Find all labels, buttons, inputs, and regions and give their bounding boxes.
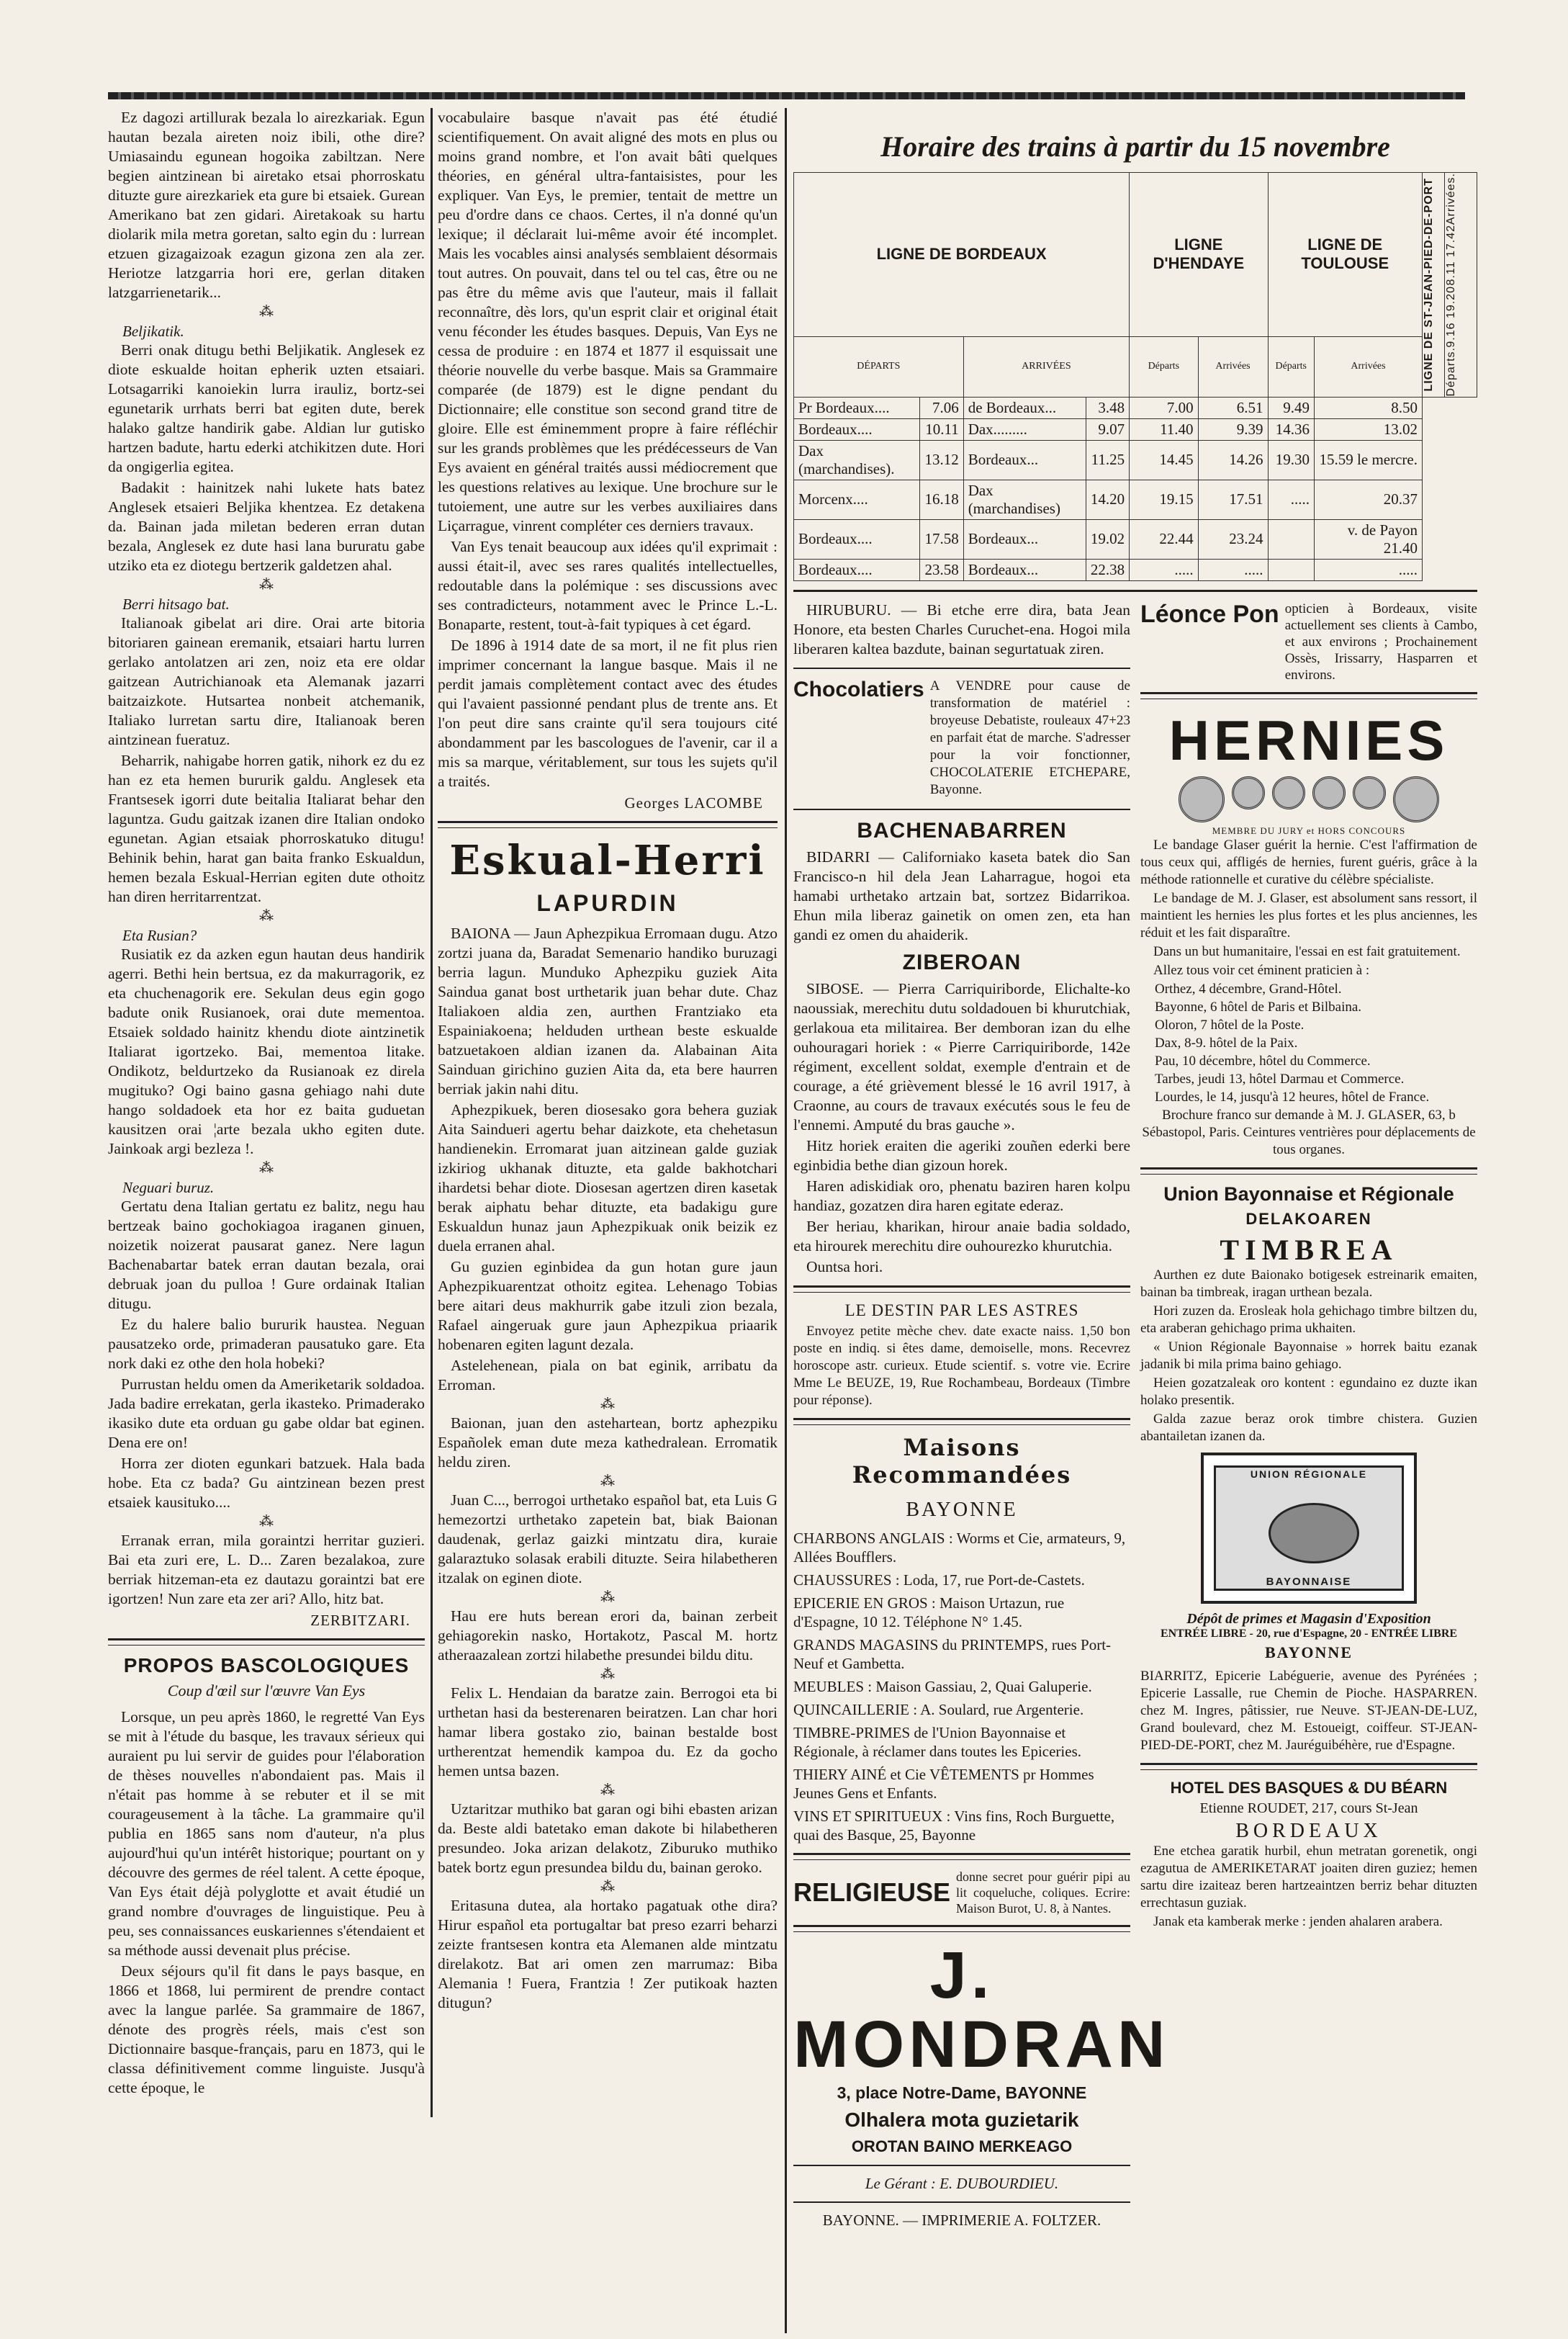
paragraph: SIBOSE. — Pierra Carriquiriborde, Elichalte-ko naoussiak, merechitu dutu soldadouen bi khurutchiak, gerlakoua eta militairea. Ber demboran izan du elhe ouhouragari horiek : « Pierre Carriquiriborde, 142e régiment, excellent soldat, exemple d'entrain et de courage, a été grièvement blessé le 16 avril 1917, à Craonne, au cours de travaux exécutés sous le feu de l'ennemi. Amputé du bras gauche ». [793,979,1130,1133]
asterism: ⁂ [259,1160,274,1176]
timetable-cell: ..... [1314,559,1422,580]
ad-title: RELIGIEUSE [793,1877,951,1907]
medal-icon [1179,776,1225,822]
medal-icon [1232,776,1265,809]
place-entry: Dax, 8-9. hôtel de la Paix. [1155,1035,1298,1051]
article-intro: Ez dagozi artillurak bezala lo airezkariak. Egun hautan bezala aireten noiz ibili, othe dire? Umiasaindu egunean hogoika zabiltzan. Nere begien aintzinean bi airetako etsai phorroskatu dituzte gure airezkariek eta gure bi etsaiek. Gurean Amerikano bat zen gidari. Airetakoak su hartu diolarik mila metra goretan, salto egin du : lurrean etzuen gizagaizoak ezagun gizona zen ala zer. Heriotze latzgarria hori ere, gerlan ditaken latzgarrienetarik... [108,109,425,301]
separator [793,1285,1130,1293]
shop-entry: GRANDS MAGASINS du PRINTEMPS, rues Port-Neuf et Gambetta. [793,1635,1112,1672]
shop-entry: CHARBONS ANGLAIS : Worms et Cie, armateurs, 9, Allées Boufflers. [793,1529,1126,1566]
ad-line: BORDEAUX [1235,1819,1382,1842]
timetable-cell: 8.50 [1314,397,1422,418]
paragraph: Deux séjours qu'il fit dans le pays basque, en 1866 et 1868, lui permirent de prendre contact avec la langue parlée. Sa grammaire de 1867, dénote des progrès réels, mais c'est son Dictionnaire basque-français, paru en 1873, qui le classa définitivement comme linguiste. Jusqu'à cette époque, le [108,1962,425,2096]
timetable-cell: Dax (marchandises) [963,480,1086,519]
ad-title: Léonce Pon [1140,600,1279,628]
side-arrivals: Arrivées. [1445,173,1457,225]
paragraph: Felix L. Hendaian da baratze zain. Berrogoi eta bi urthetan hasi da besterenaren beiratzen. Lan char hori hamar libera gostako zio, bainan bestalde bost urtherentzat hemendik kampoa du. Ez da gocho hemen untsa bazen. [438,1684,778,1779]
timetable-cell: Bordeaux.... [794,418,920,440]
ad-line: Dépôt de primes et Magasin d'Exposition [1186,1610,1431,1627]
imprimerie-line: BAYONNE. — IMPRIMERIE A. FOLTZER. [822,2211,1101,2229]
paragraph: Gu guzien eginbidea da gun hotan gure jaun Aphezpikuarentzat othoitz egitea. Lehenago Tobias bere aitari deus makhurrik gabe itzuli zion bezala, Rafael aingeruak gure jaun Aphezpikua priaarik hobenaren egiten lagunt dezala. [438,1258,778,1353]
timetable-header: LIGNE DE BORDEAUX [794,173,1130,337]
place-entry: Tarbes, jeudi 13, hôtel Darmau et Commerce. [1155,1071,1405,1087]
paragraph: Haren adiskidiak oro, phenatu baziren haren kolpu handiaz, gozatzen dira haren egitate ederaz. [793,1177,1130,1214]
paragraph: De 1896 à 1914 date de sa mort, il ne fit plus rien imprimer concernant la langue basque. Mais il ne perdit jamais complètement contact avec des études qui l'avaient passionné pendant plus de trente ans. Et l'on peut dire sans crainte qu'il sera toujours cité abondamment par les bascologues de l'avenir, car il a mis sa marque, véritablement, sur tous les sujets qu'il a traités. [438,637,778,790]
asterism: ⁂ [259,304,274,320]
shop-entry: EPICERIE EN GROS : Maison Urtazun, rue d'Espagne, 10 12. Téléphone N° 1.45. [793,1594,1065,1630]
ad-title: LE DESTIN PAR LES ASTRES [844,1301,1079,1319]
section-title: Beljikatik. [122,323,184,340]
medal-icon [1393,776,1439,822]
shell-icon [1269,1503,1359,1563]
timetable-cell: 9.07 [1086,418,1129,440]
col-header: Départs [1268,336,1314,397]
place-entry: Pau, 10 décembre, hôtel du Commerce. [1155,1053,1371,1069]
paragraph: Astelehenean, piala on bat eginik, arribatu da Erroman. [438,1357,778,1393]
separator [438,821,778,828]
directory-city: BAYONNE [906,1498,1018,1521]
timetable-cell: 19.15 [1130,480,1198,519]
timetable-cell: 19.02 [1086,519,1129,559]
timetable-cell: Bordeaux.... [794,519,920,559]
timetable-cell: 22.38 [1086,559,1129,580]
paragraph: « Union Régionale Bayonnaise » horrek baitu ezanak jadanik bi mila prima baino gehiago. [1140,1339,1477,1372]
timetable-cell: 11.40 [1130,418,1198,440]
separator [793,590,1477,592]
paragraph: BIARRITZ, Epicerie Labéguerie, avenue des Pyrénées ; Epicerie Lassalle, rue Chemin de Pioche. HASPARREN. chez M. Ingres, pâtissier, rue Neuve. ST-JEAN-DE-LUZ, Grand boulevard, chez M. Estoueigt, coiffeur. ST-JEAN-PIED-DE-PORT, chez M. Jauréguibéhère, rue d'Espagne. [1140,1668,1477,1753]
asterism: ⁂ [600,1473,615,1489]
paragraph: Aurthen ez dute Baionako botigesek estreinarik emaiten, bainan ba timbreak, iragan urthean bezala. [1140,1267,1477,1300]
timetable-cell: 22.44 [1130,519,1198,559]
timetable-cell: de Bordeaux... [963,397,1086,418]
timetable-cell: 11.25 [1086,440,1129,480]
paragraph: Lorsque, un peu après 1860, le regretté Van Eys se mit à l'étude du basque, les travaux sérieux qui auraient pu lui servir de guides pour l'élaboration de thèses nouvelles n'abondaient pas. Mais il n'était pas homme à se rebuter et il se mit courageusement à la tâche. La grammaire qu'il publia en 1865 sans nom d'auteur, n'a plus aujourd'hui qu'un intérêt historique; pourtant on y découvre des germes de réel talent. A cette époque, Van Eys était déjà polyglotte et avait étudié un grand nombre d'ouvrages de linguistique. Peu à peu, ses connaissances euskariennes s'étendaient et sa méthode aussi devenait plus précise. [108,1708,425,1959]
separator [1140,692,1477,699]
place-entry: Orthez, 4 décembre, Grand-Hôtel. [1155,981,1342,997]
paragraph: Uztaritzar muthiko bat garan ogi bihi ebasten arizan da. Beste aldi batetako eman dakote bi hilabetheren presundeo. Joka arizan delakotz, Ziburuko muthiko batek bortz egun presundea bildu du, bainan geroko. [438,1800,778,1876]
timetable-cell: 15.59 le mercre. [1314,440,1422,480]
timetable-row [794,559,1477,580]
asterism: ⁂ [600,1396,615,1412]
timetable-cell: 17.58 [920,519,963,559]
section-heading: PROPOS BASCOLOGIQUES [123,1654,410,1676]
separator [793,1418,1130,1425]
paragraph: Badakit : hainitzek nahi lukete hats batez Anglesek etsaieri Beljika khentzea. Ez detakena da. Bainan jada miletan bederen erran dutan bezala, Anglesek ez dute hasi lana bururatu gabe utziko eta ez diotegu bertzerik galdetzen ahal. [108,479,425,574]
shop-entry: CHAUSSURES : Loda, 17, rue Port-de-Castets. [793,1571,1085,1589]
separator [793,2165,1130,2166]
medal-icon [1353,776,1386,809]
signature: ZERBITZARI. [310,1612,410,1629]
separator [1140,1763,1477,1770]
ad-line: ENTRÉE LIBRE - 20, rue d'Espagne, 20 - ENTRÉE LIBRE [1160,1627,1458,1640]
col-header: ARRIVÉES [963,336,1129,397]
paragraph: Allez tous voir cet éminent praticien à : [1153,962,1370,978]
ad-body: donne secret pour guérir pipi au lit coqueluche, coliques. Ecrire: Maison Burot, U. 8, à Nantes. [956,1869,1130,1916]
timetable-header: LIGNE DE TOULOUSE [1268,173,1423,337]
directory-title: Maisons Recommandées [852,1433,1072,1489]
paragraph: Janak eta kamberak merke : jenden ahalaren arabera. [1153,1913,1443,1929]
timetable-header: LIGNE D'HENDAYE [1130,173,1268,337]
timetable-cell: Morcenx.... [794,480,920,519]
paragraph: Ber heriau, kharikan, hirour anaie badia soldado, eta hirourek merechitu dire ouhourezko khurutchia. [793,1217,1130,1254]
medals-row [1140,776,1477,822]
timetable-cell: Bordeaux... [963,519,1086,559]
timetable-cell: 23.24 [1198,519,1268,559]
paragraph: Horra zer dioten egunkari batzuek. Hala bada hobe. Eta cz bada? Gu aintzinean bezen prest etsaiek kausituko.... [108,1455,425,1511]
timetable-cell: ..... [1198,559,1268,580]
ad-religieuse [793,1869,1130,1916]
ad-body: opticien à Bordeaux, visite actuellement ses clients à Cambo, et aux environs ; Prochainement Ossès, Irissarry, Hasparren et environs. [1284,601,1477,683]
timetable-cell: Dax (marchandises). [794,440,920,480]
paragraph: Van Eys tenait beaucoup aux idées qu'il exprimait : aussi était-il, avec ses rares qualités intellectuelles, redoutable dans la polémique : ses discussions avec ses contradicteurs, notamment avec le Prince L.-L. Bonaparte, restent, tout-à-fait typiques à cet égard. [438,538,778,633]
shop-entry: MEUBLES : Maison Gassiau, 2, Quai Galuperie. [793,1677,1092,1695]
separator [793,1925,1130,1932]
timetable-cell [1268,559,1314,580]
timetable-cell: Bordeaux... [963,559,1086,580]
timetable-cell: 14.36 [1268,418,1314,440]
gerant-line: Le Gérant : E. DUBOURDIEU. [865,2174,1059,2192]
ad-leonce [1140,601,1477,683]
paragraph: Le bandage Glaser guérit la hernie. C'est l'affirmation de tous ceux qui, affligés de hernies, furent guéris, grâce à la méthode rationnelle et curative du célèbre spécialiste. [1140,837,1477,887]
ad-line: DELAKOAREN [1245,1209,1372,1228]
stamp-top-text: UNION RÉGIONALE [1250,1468,1368,1480]
column-rule [785,108,787,2333]
timetable-cell: Dax......... [963,418,1086,440]
paragraph: Hori zuzen da. Erosleak hola gehichago timbre biltzen du, eta araberan gehichago prima ukhaiten. [1140,1303,1477,1336]
shop-entry: THIERY AINÉ et Cie VÊTEMENTS pr Hommes Jeunes Gens et Enfants. [793,1765,1094,1802]
stamp-image [1201,1453,1417,1604]
stamp-bottom-text: BAYONNAISE [1266,1575,1352,1588]
paragraph: Galda zazue beraz orok timbre chistera. Guzien abantailetan izanen da. [1140,1411,1477,1444]
separator [793,809,1130,810]
paragraph: Ez du halere balio bururik haustea. Neguan pausatzeko orde, primaderan pausatuko gare. Eta nork daki ez othe den hola hobeki? [108,1316,425,1372]
paragraph: Brochure franco sur demande à M. J. GLASER, 63, b Sébastopol, Paris. Ceintures ventrières pour déplacements de tous organes. [1142,1107,1476,1157]
timetable-cell: v. de Payon 21.40 [1314,519,1422,559]
side-line-label: LIGNE DE ST-JEAN-PIED-DE-PORT [1423,178,1435,392]
place-entry: Bayonne, 6 hôtel de Paris et Bilbaina. [1155,999,1362,1015]
side-line-times [1445,173,1477,398]
ad-body: A VENDRE pour cause de transformation de matériel : broyeuse Debatiste, rouleaux 47+23 en parfait état de marche. S'adresser pour la voir fonctionner, CHOCOLATERIE ETCHEPARE, Bayonne. [929,678,1130,797]
medal-icon [1272,776,1305,809]
ad-body: Envoyez petite mèche chev. date exacte naiss. 1,50 bon poste en indiq. si êtes dame, demoiselle, mons. Recevrez horoscope astr. curieux. Etude scientif. s. votre vie. Ecrire Mme Le BEUZE, 19, Rue Rochambeau, Bordeaux (Timbre pour réponse). [793,1323,1130,1408]
section-heading: BACHENABARREN [857,818,1067,843]
train-timetable [793,172,1477,581]
separator [793,2201,1130,2203]
timetable-row [794,440,1477,480]
shop-list [793,1529,1130,1844]
timetable-cell: 19.30 [1268,440,1314,480]
timetable-cell: 9.39 [1198,418,1268,440]
timetable-cell: 10.11 [920,418,963,440]
col-header: DÉPARTS [794,336,964,397]
place-entry: Oloron, 7 hôtel de la Poste. [1155,1017,1305,1033]
place-entry: Lourdes, le 14, jusqu'à 12 heures, hôtel de France. [1155,1089,1430,1105]
medal-icon [1312,776,1346,809]
shop-entry: VINS ET SPIRITUEUX : Vins fins, Roch Burguette, quai des Basque, 25, Bayonne [793,1807,1115,1844]
timetable-cell: 16.18 [920,480,963,519]
ad-mondran-title: J. MONDRAN [793,1938,1170,2081]
timetable-row [794,519,1477,559]
timetable-row [794,397,1477,418]
paragraph: Dans un but humanitaire, l'essai en est fait gratuitement. [1153,943,1461,959]
col-header: Départs [1130,336,1198,397]
side-line-cell [1423,173,1445,398]
ad-line: Etienne ROUDET, 217, cours St-Jean [1199,1800,1418,1816]
asterism: ⁂ [600,1879,615,1895]
timetable-cell: 17.51 [1198,480,1268,519]
asterism: ⁂ [600,1666,615,1682]
paragraph: BAIONA — Jaun Aphezpikua Erromaan dugu. Atzo zortzi juana da, Baradat Semenario handiko buruzagi berria lagun. Munduko Aphezpiku guziek Aita Saindua ganat bost urthetarik juan behar dute. Chaz Italiakoen aldia zen, aurthen Frantziako eta Espainiakoena; helduden urthean beste eskualde batzuetakoen aldian izanen da. Alabainan Aita Sainduan girichino guzien Aita da, eta bere haurren berriak jakin nahi ditu. [438,925,778,1097]
timetable-cell: Bordeaux... [963,440,1086,480]
separator [108,1638,425,1646]
paragraph: Eritasuna dutea, ala hortako pagatuak othe dira? Hirur español eta portugaltar bat preso ezarri beharzi zeizte frantsesen kontra eta Alemanen alde mintzatu direlakotz. Bat ari omen zen marrumaz: Biba Alemania ! Fuera, Frantzia ! Zer putikoak hazten ditugun? [438,1897,778,2011]
ads-area [793,601,1477,2230]
paragraph: Rusiatik ez da azken egun hautan deus handirik agerri. Bethi hein bertsua, ez da makurragorik, ez eta chuchenagorik ere. Sekulan deus egin gogo badute onik Rusianoek, orai dute mementoa. Etsaiek soldado hainitz khendu diote aintzinetik Italiarat igortzeko. Bai, mementoa litake. Ondikotz, beldurtzeko da Rusianoak ez direla mugituko? Ogi baino gasna gehiago nahi dute hango soldadoek eta hor ez baita guduetan kausitzen orai ¦arte bezala ukho egiten dute. Jainkoak argi bezleza !. [108,946,425,1157]
timetable-cell: Bordeaux.... [794,559,920,580]
paragraph: Hitz horiek eraiten die ageriki zouñen ederki bere eginbidia bethe dian gizoun horek. [793,1136,1130,1174]
paragraph: Italianoak gibelat ari dire. Orai arte bitoria bitoriaren gainean eremanik, etsaiari hartu lurren gerlako antolatzen ari zen, noiz eta ere oldar gaitzean Autrichianoak eta Alemanak jazarri baitzaizkote. Hutsartea nonbeit atchemanik, Italiako lurretan sartu dire, Italianoak beren aintzinean fueratuz. [108,614,425,748]
timetable-cell: 7.06 [920,397,963,418]
asterism: ⁂ [259,908,274,924]
paragraph: Aphezpikuek, beren diosesako gora behera guziak Aita Saindueri agertu behar daizkote, eta chehetasun handienekin. Erromarat juan aitzinean galde guziak izkiriog ukhanak dituzte, eta galde bakhotchari ihardetsi behar diote. Diosesan agertzen diren kasetak berak aiphatu behar dituzte, eta badakigu gure Eskualdun hunaz jaun Aphezpikuak onik beizik ez duela erranen ahal. [438,1101,778,1254]
column-1 [108,108,425,2110]
paragraph: Ountsa hori. [806,1257,883,1275]
section-heading: LAPURDIN [536,890,679,916]
timetable-cell: 14.20 [1086,480,1129,519]
paragraph: Ene etchea garatik hurbil, ehun metratan gorenetik, ongi ezagutua de AMERIKETARAT joaiten diren guziez; hemen sartu dire izaiteaz beren hartzeaintzen berriz behar dituzten errechtasun guziak. [1140,1843,1477,1911]
ad-line: BAYONNE [1265,1643,1353,1661]
timetable-cell: Pr Bordeaux.... [794,397,920,418]
places-list [1140,981,1477,1105]
asterism: ⁂ [600,1782,615,1798]
paragraph: Le bandage de M. J. Glaser, est absolument sans ressort, il maintient les hernies les plus fortes et les plus anciennes, les réduit et les fait disparaître. [1140,890,1477,940]
left-ad-column [793,601,1170,2230]
side-arrival-times: 8.11 17.42 [1445,225,1457,286]
shop-entry: TIMBRE-PRIMES de l'Union Bayonnaise et Régionale, à réclamer dans toutes les Epiceries. [793,1723,1082,1760]
timetable-cell: 20.37 [1314,480,1422,519]
shop-entry: QUINCAILLERIE : A. Soulard, rue Argenterie. [793,1700,1084,1718]
timetable-cell: 13.12 [920,440,963,480]
ad-caption: MEMBRE DU JURY et HORS CONCOURS [1212,825,1406,836]
right-ad-column [1140,601,1477,2230]
column-3 [793,108,1477,2326]
separator [1140,1167,1477,1175]
timetable-row [794,480,1477,519]
paragraph: BIDARRI — Californiako kaseta batek dio San Francisco-n hil dela Jean Laharrague, hogoi eta hamabi urthetako artzain bat, sortzez Bidarrikoa. Ehun mila liberaz gainetik on omen zen, eta han gandi ez omen du ahaiderik. [793,848,1130,943]
column-2 [438,108,778,2326]
signature: Georges LACOMBE [624,794,763,812]
paragraph: Hau ere huts berean erori da, bainan zerbeit gehiagorekin nasko, Hortakotz, Pascal M. hortz atheraazalean zortzi hilabethe presundei bildu ditu. [438,1607,778,1664]
paragraph: Juan C..., berrogoi urthetako español bat, eta Luis G hemezortzi urthetako zapetein bat, biak Baionan daudenak, gerlaz gaizki mintzatu dira, kuraie galaraztuko solasak erabili dituzte. Seira hilabetheren itzalak on eginen diote. [438,1491,778,1586]
timetable-cell [1268,519,1314,559]
separator [793,668,1130,669]
paragraph: Erranak erran, mila goraintzi herritar guzieri. Bai eta zuri ere, L. D... Zaren bezalakoa, zure berriak hitzeman-eta ez dautazu goraintzi bat ere igortzen! Nun zare eta zer ari? Allo, hitz bat. [108,1532,425,1607]
paragraph: Purrustan heldu omen da Ameriketarik soldadoa. Jada badire errekatan, gerla ikasteko. Primaderako ikasiko dute eta orduan gu gabe oldar bat eginen. Dena ere on! [108,1375,425,1451]
paragraph: Heien gozatzaleak oro kontent : egundaino ez duzte ikan holako presentik. [1140,1375,1477,1408]
ad-hernies-title: HERNIES [1168,708,1449,772]
side-departures: Départs. [1445,347,1457,397]
col-header: Arrivées [1314,336,1422,397]
paragraph: Baionan, juan den astehartean, bortz aphezpiku Españolek eman dute meza kathedralean. Erromatik heldu ziren. [438,1414,778,1471]
top-rule [108,92,1465,99]
paragraph: Berri onak ditugu bethi Beljikatik. Anglesek ez diote eskualde hoitan epherik uzten etsaiari. Lotsagarriki kanoiekin lurra irauliz, bortz-sei egunetarik urrhats berri bat egiten dute, berek halako galtze handirik gabe. Aldian lur gutisko hartzen badute, hartu ederki atchikitzen dute. Hori da ongigerlia egitea. [108,341,425,475]
ad-hotel-title: HOTEL DES BASQUES & DU BÉARN [1170,1778,1448,1797]
section-title: Neguari buruz. [122,1179,215,1196]
paragraph: Beharrik, nahigabe horren gatik, nihork ez du ez han ez eta hemen bururik galdu. Anglesek eta Frantsesek igorri dute beitalia Italiarat behar den laguntza. Gudu gaitzak izanen dire Italian ondoko egunetan. Agian etsaiak phorroskatuko ditugu! Behinik behin, harat gan baita franko Eskualdun, hemen bezala Eskual-Herrian egiten dute othoitz han diren herritarrentzat. [108,752,425,905]
section-title: Eta Rusian? [122,927,197,944]
asterism: ⁂ [259,1514,274,1530]
paragraph: vocabulaire basque n'avait pas été étudié scientifiquement. On avait aligné des mots en plus ou moins grand nombre, et l'on avait bâti quelques théories, en général ultra-fantaisistes, pour les expliquer. Van Eys, le premier, tentait de mettre un peu d'ordre dans ce chaos. Certes, il n'a donné qu'un lexique; il déclarait lui-même avoir été incomplet. Mais les vocables ainsi analysés semblaient désormais tout autres. On pouvait, dans tel ou tel cas, être ou ne pas être du même avis que l'auteur, mais il fallait reconnaître, dès lors, qu'un esprit clair et original était venu féconder les études basques. Depuis, Van Eys ne cessa de produire : en 1874 et 1877 il esquissait une théorie nouvelle du verbe basque. Mais sa Grammaire comparée (de 1879) est le digne pendant du Dictionnaire; elle constitue son second grand titre de gloire. Elle est éminemment propre à faire réfléchir sur les grands problèmes que les prédécesseurs de Van Eys avaient en général traités aussi médiocrement que les questions relatives au lexique. Une brochure sur le tutoiement, une autre sur les verbes auxiliaires dans Liçarrague, vinrent compléter ces derniers travaux. [438,109,778,534]
column-rule [431,108,433,2117]
timetable-cell: 13.02 [1314,418,1422,440]
timetable-cell: 6.51 [1198,397,1268,418]
section-masthead: Eskual-Herri [449,837,766,884]
asterism: ⁂ [600,1589,615,1605]
ad-line: TIMBREA [1220,1233,1398,1266]
timetable-cell: 9.49 [1268,397,1314,418]
timetable-cell: ..... [1130,559,1198,580]
side-departure-times: 9.16 19.20 [1445,285,1457,348]
timetable-cell: 23.58 [920,559,963,580]
timetable-cell: 14.26 [1198,440,1268,480]
section-subheading: Coup d'œil sur l'œuvre Van Eys [167,1682,366,1700]
ad-chocolatiers [793,678,1130,800]
ad-line: Olhalera mota guzietarik [844,2108,1079,2131]
timetable-cell: 7.00 [1130,397,1198,418]
timetable-cell: 3.48 [1086,397,1129,418]
paragraph: Gertatu dena Italian gertatu ez balitz, negu hau bertzeak baino gochokiagoa iraganen ginuen, noizetik noizerat pausarat ganez. Nere lagun Bachenabartar batek erran dautan bezala, orai debruak joan du pulloa ! Gure ordainak Italian ditugu. [108,1198,425,1312]
asterism: ⁂ [259,577,274,593]
section-title: Berri hitsago bat. [122,596,230,613]
timetable-cell: 14.45 [1130,440,1198,480]
ad-title: Chocolatiers [793,677,924,701]
ad-union-title: Union Bayonnaise et Régionale [1163,1182,1454,1205]
ad-address: 3, place Notre-Dame, BAYONNE [837,2083,1087,2102]
train-timetable-title: Horaire des trains à partir du 15 novembre [880,130,1390,163]
timetable-row [794,418,1477,440]
section-heading: ZIBEROAN [902,950,1022,974]
separator [793,1853,1130,1860]
paragraph: HIRUBURU. — Bi etche erre dira, bata Jean Honore, eta besten Charles Curuchet-ena. Hogoi mila liberaren kaltea bazdute, bainan segurtatuak ziren. [793,601,1130,657]
ad-line: OROTAN BAINO MERKEAGO [851,2137,1073,2155]
timetable-cell: ..... [1268,480,1314,519]
col-header: Arrivées [1198,336,1268,397]
